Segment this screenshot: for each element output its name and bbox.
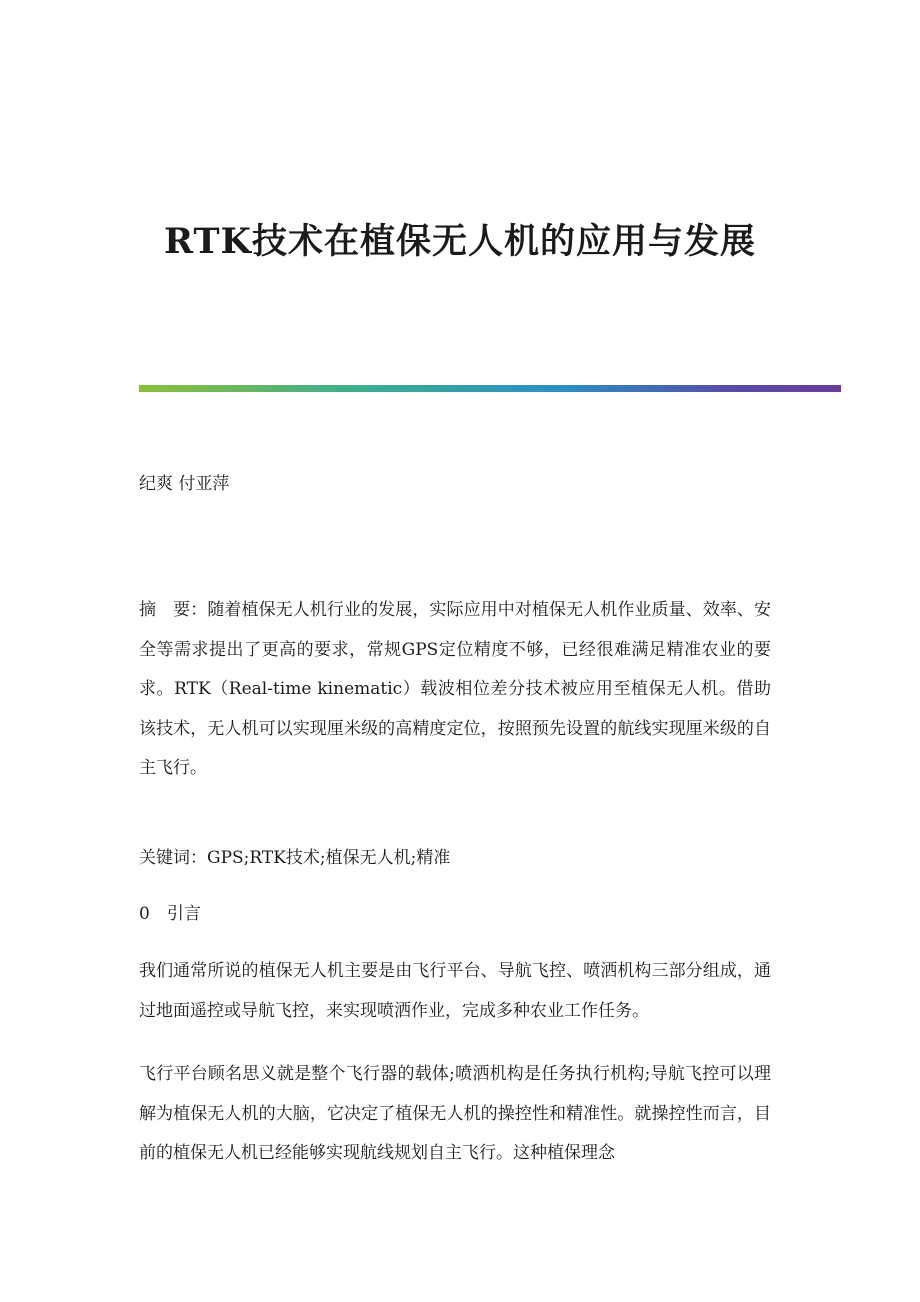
title-divider-line: [139, 385, 841, 392]
keywords-line: 关键词：GPS;RTK技术;植保无人机;精准: [139, 848, 451, 868]
authors: 纪爽 付亚萍: [139, 474, 230, 494]
document-title: RTK技术在植保无人机的应用与发展: [164, 221, 756, 262]
body-paragraph: 我们通常所说的植保无人机主要是由飞行平台、导航飞控、喷洒机构三部分组成，通过地面遥控或导航飞控，来实现喷洒作业，完成多种农业工作任务。: [139, 961, 771, 1021]
body-paragraph: 飞行平台顾名思义就是整个飞行器的载体;喷洒机构是任务执行机构;导航飞控可以理解为植保无人机的大脑，它决定了植保无人机的操控性和精准性。就操控性而言，目前的植保无人机已经能够实现航线规划自主飞行。这种植保理念: [139, 1064, 771, 1163]
section-heading-introduction: 0 引言: [139, 904, 201, 924]
abstract-paragraph: 摘 要：随着植保无人机行业的发展，实际应用中对植保无人机作业质量、效率、安全等需求提出了更高的要求，常规GPS定位精度不够，已经很难满足精准农业的要求。RTK（Real-time kinematic）载波相位差分技术被应用至植保无人机。借助该技术，无人机可以实现厘米级的高精度定位，按照预先设置的航线实现厘米级的自主飞行。: [139, 600, 771, 778]
